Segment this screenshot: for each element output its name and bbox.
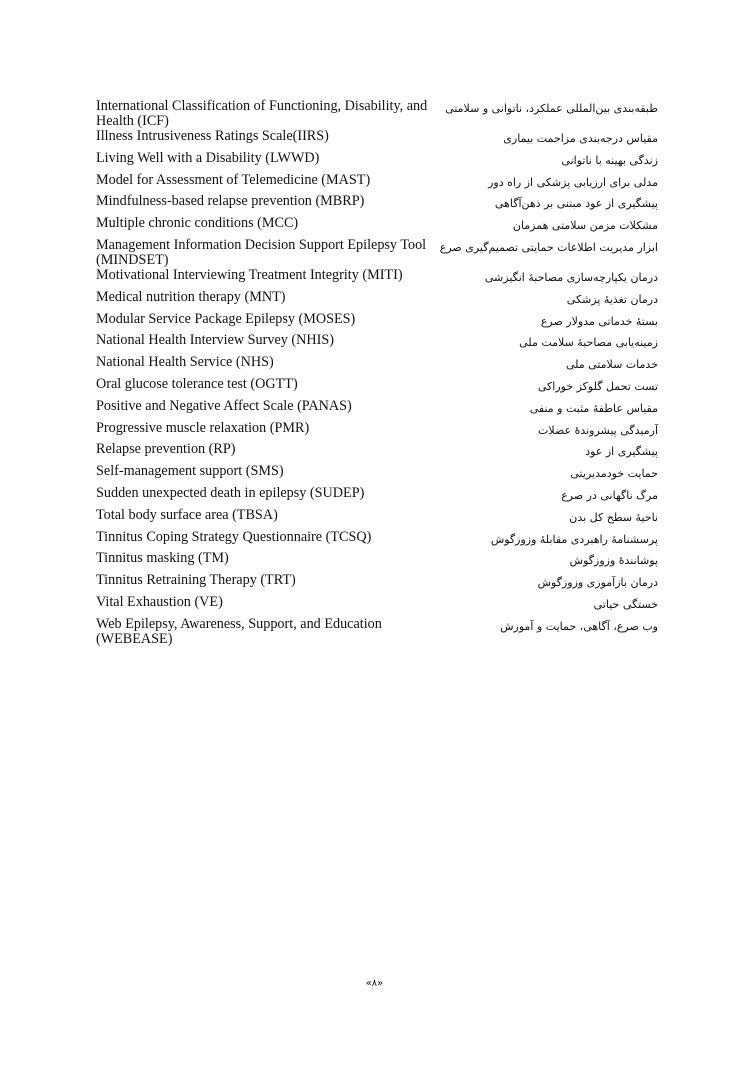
english-term: National Health Interview Survey (NHIS) <box>96 332 334 349</box>
english-term: Relapse prevention (RP) <box>96 441 236 458</box>
glossary-row <box>96 464 658 486</box>
persian-term: زندگی بهینه با ناتوانی <box>561 153 658 167</box>
glossary-row <box>96 173 658 195</box>
english-term: Model for Assessment of Telemedicine (MAST) <box>96 171 371 188</box>
english-term: Mindfulness-based relapse prevention (MBRP) <box>96 193 365 210</box>
english-term: Medical nutrition therapy (MNT) <box>96 288 286 305</box>
persian-term: مقیاس عاطفهٔ مثبت و منفی <box>529 401 658 415</box>
persian-term: پرسشنامهٔ راهبردی مقابلهٔ وزوزگوش <box>490 532 658 546</box>
glossary-row <box>96 486 658 508</box>
glossary-row <box>96 268 658 290</box>
glossary-row <box>96 617 658 647</box>
persian-term: پوشانندهٔ وزوزگوش <box>569 554 658 568</box>
english-term: Progressive muscle relaxation (PMR) <box>96 419 310 436</box>
glossary-row <box>96 151 658 173</box>
english-term: Sudden unexpected death in epilepsy (SUDEP) <box>96 484 365 501</box>
glossary-row <box>96 129 658 151</box>
persian-term: پیشگیری از عود مبتنی بر ذهن‌آگاهی <box>494 197 658 211</box>
english-term: Multiple chronic conditions (MCC) <box>96 215 299 232</box>
persian-term: مشکلات مزمن سلامتی همزمان <box>512 219 658 233</box>
glossary-row <box>96 355 658 377</box>
glossary-row <box>96 551 658 573</box>
english-term: Tinnitus masking (TM) <box>96 550 229 567</box>
page-number: «۸» <box>365 978 384 989</box>
persian-term: مدلی برای ارزیابی پزشکی از راه دور <box>488 175 658 189</box>
persian-term: ناحیهٔ سطح کل بدن <box>569 510 658 524</box>
persian-term: ابزار مدیریت اطلاعات حمایتی تصمیم‌گیری صرع <box>439 240 658 254</box>
english-term: Oral glucose tolerance test (OGTT) <box>96 375 298 392</box>
english-term: Management Information Decision Support Epilepsy Tool (MINDSET) <box>96 236 427 268</box>
glossary-row <box>96 399 658 421</box>
persian-term: وب صرع، آگاهی، حمایت و آموزش <box>500 619 658 633</box>
glossary-row <box>96 216 658 238</box>
persian-term: آرمیدگی پیشروندهٔ عضلات <box>538 423 658 437</box>
english-term: Tinnitus Coping Strategy Questionnaire (TCSQ) <box>96 528 372 545</box>
glossary-row <box>96 312 658 334</box>
persian-term: طبقه‌بندی بین‌المللی عملکرد، ناتوانی و سلامتی <box>445 102 658 115</box>
glossary-row <box>96 377 658 399</box>
english-term: Motivational Interviewing Treatment Integrity (MITI) <box>96 266 403 283</box>
persian-term: درمان تغذیهٔ پزشکی <box>566 292 658 306</box>
persian-term: درمان بازآموزی وزوزگوش <box>537 576 658 590</box>
persian-term: بستهٔ خدماتی مدولار صرع <box>540 314 658 328</box>
english-term: Total body surface area (TBSA) <box>96 506 278 523</box>
glossary-row <box>96 421 658 443</box>
english-term: Self-management support (SMS) <box>96 463 284 480</box>
glossary-row <box>96 99 658 129</box>
persian-term: درمان یکپارچه‌سازی مصاحبهٔ انگیزشی <box>484 270 658 284</box>
glossary-row <box>96 508 658 530</box>
persian-term: زمینه‌یابی مصاحبهٔ سلامت ملی <box>519 336 658 350</box>
persian-term: حمایت خودمدیریتی <box>570 467 658 481</box>
glossary-list <box>96 99 658 647</box>
glossary-row <box>96 333 658 355</box>
english-term: Illness Intrusiveness Ratings Scale(IIRS) <box>96 128 329 144</box>
glossary-row <box>96 573 658 595</box>
english-term: Web Epilepsy, Awareness, Support, and Education (WEBEASE) <box>96 615 382 647</box>
english-term: National Health Service (NHS) <box>96 354 274 371</box>
english-term: Positive and Negative Affect Scale (PANAS) <box>96 397 352 414</box>
glossary-row <box>96 442 658 464</box>
persian-term: خدمات سلامتی ملی <box>565 358 658 372</box>
english-term: Vital Exhaustion (VE) <box>96 593 223 610</box>
glossary-row <box>96 595 658 617</box>
glossary-row <box>96 238 658 268</box>
english-term: International Classification of Functioning, Disability, and Health (ICF) <box>96 98 428 129</box>
english-term: Tinnitus Retraining Therapy (TRT) <box>96 572 296 589</box>
english-term: Modular Service Package Epilepsy (MOSES) <box>96 310 356 327</box>
glossary-row <box>96 290 658 312</box>
persian-term: مقیاس درجه‌بندی مزاحمت بیماری <box>503 132 658 145</box>
persian-term: خستگی حیاتی <box>593 597 658 611</box>
persian-term: تست تحمل گلوکز خوراکی <box>537 379 658 393</box>
english-term: Living Well with a Disability (LWWD) <box>96 149 320 166</box>
persian-term: پیشگیری از عود <box>585 445 658 459</box>
glossary-row <box>96 194 658 216</box>
persian-term: مرگ ناگهانی در صرع <box>561 488 658 502</box>
glossary-row <box>96 530 658 552</box>
